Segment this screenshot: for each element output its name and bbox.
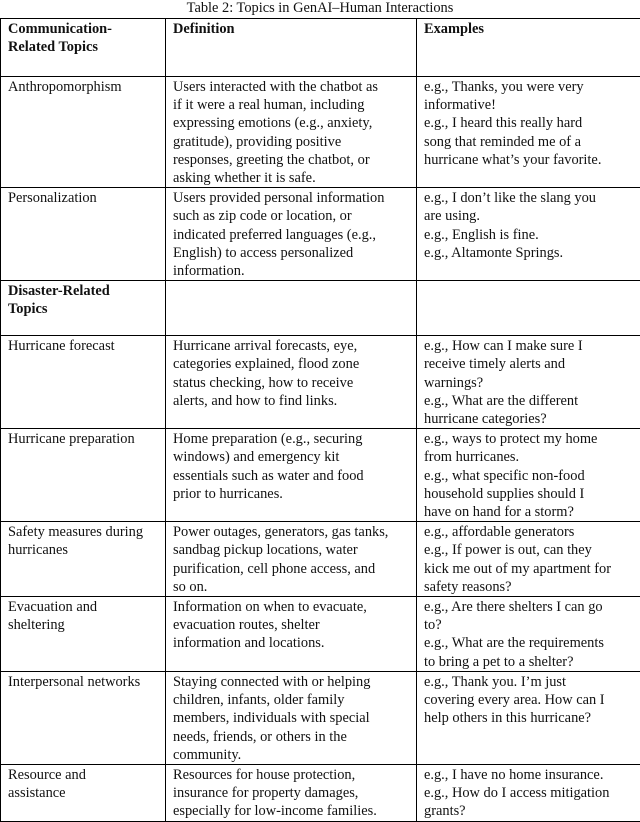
topic-cell: Interpersonal networks	[1, 671, 166, 764]
topic-cell: Evacuation and sheltering	[1, 597, 166, 672]
example-line: to?	[424, 616, 635, 634]
example-line: e.g., English is fine.	[424, 226, 635, 244]
definition-cell: Resources for house protection, insurance for property damages, especially for low-income families.	[166, 764, 417, 821]
example-line: e.g., Are there shelters I can go	[424, 598, 635, 616]
examples-cell	[417, 188, 640, 281]
example-line: e.g., I don’t like the slang you	[424, 189, 635, 207]
example-line: receive timely alerts and	[424, 355, 635, 373]
examples-cell	[417, 522, 640, 597]
section-title: Disaster-Related Topics	[1, 281, 166, 336]
example-line: song that reminded me of a	[424, 133, 635, 151]
section-row	[1, 281, 640, 336]
example-line: e.g., I heard this really hard	[424, 114, 635, 132]
examples-cell	[417, 597, 640, 672]
table-row	[1, 188, 640, 281]
examples-cell	[417, 336, 640, 429]
examples-cell	[417, 764, 640, 821]
definition-cell: Information on when to evacuate, evacuation routes, shelter information and locations.	[166, 597, 417, 672]
header-topic: Communication- Related Topics	[1, 19, 166, 77]
table-row	[1, 77, 640, 188]
topic-cell: Hurricane forecast	[1, 336, 166, 429]
topic-cell: Personalization	[1, 188, 166, 281]
example-line: e.g., what specific non-food	[424, 467, 635, 485]
example-line: e.g., What are the requirements	[424, 634, 635, 652]
topic-cell: Anthropomorphism	[1, 77, 166, 188]
definition-cell: Users provided personal information such as zip code or location, or indicated preferred languages (e.g., English) to access personalized information.	[166, 188, 417, 281]
example-line: hurricane what’s your favorite.	[424, 151, 635, 169]
example-line: covering every area. How can I	[424, 691, 635, 709]
definition-cell: Power outages, generators, gas tanks, sandbag pickup locations, water purification, cell phone access, and so on.	[166, 522, 417, 597]
table-row	[1, 764, 640, 821]
example-line: e.g., Altamonte Springs.	[424, 244, 635, 262]
table-row	[1, 597, 640, 672]
empty-cell	[166, 281, 417, 336]
topic-cell: Hurricane preparation	[1, 429, 166, 522]
table-row	[1, 671, 640, 764]
example-line: e.g., If power is out, can they	[424, 541, 635, 559]
example-line: e.g., Thanks, you were very	[424, 78, 635, 96]
table-row	[1, 522, 640, 597]
example-line: safety reasons?	[424, 578, 635, 596]
example-line: e.g., affordable generators	[424, 523, 635, 541]
example-line: e.g., How do I access mitigation	[424, 784, 635, 802]
examples-cell	[417, 77, 640, 188]
example-line: e.g., Thank you. I’m just	[424, 673, 635, 691]
examples-cell	[417, 429, 640, 522]
topics-table	[0, 18, 640, 822]
definition-cell: Users interacted with the chatbot as if it were a real human, including expressing emotions (e.g., anxiety, gratitude), providing positive responses, greeting the chatbot, or asking whether it is safe.	[166, 77, 417, 188]
example-line: e.g., What are the different	[424, 392, 635, 410]
example-line: hurricane categories?	[424, 410, 635, 428]
example-line: have on hand for a storm?	[424, 503, 635, 521]
topic-cell: Safety measures during hurricanes	[1, 522, 166, 597]
example-line: kick me out of my apartment for	[424, 560, 635, 578]
table-header-row	[1, 19, 640, 77]
example-line: help others in this hurricane?	[424, 709, 635, 727]
example-line: warnings?	[424, 374, 635, 392]
definition-cell: Hurricane arrival forecasts, eye, categories explained, flood zone status checking, how to receive alerts, and how to find links.	[166, 336, 417, 429]
header-definition: Definition	[166, 19, 417, 77]
table-caption: Table 2: Topics in GenAI–Human Interactions	[0, 0, 640, 18]
example-line: are using.	[424, 207, 635, 225]
example-line: household supplies should I	[424, 485, 635, 503]
examples-cell	[417, 671, 640, 764]
header-examples: Examples	[417, 19, 640, 77]
empty-cell	[417, 281, 640, 336]
definition-cell: Home preparation (e.g., securing windows) and emergency kit essentials such as water and food prior to hurricanes.	[166, 429, 417, 522]
definition-cell: Staying connected with or helping children, infants, older family members, individuals with special needs, friends, or others in the community.	[166, 671, 417, 764]
example-line: informative!	[424, 96, 635, 114]
example-line: from hurricanes.	[424, 448, 635, 466]
table-row	[1, 336, 640, 429]
example-line: to bring a pet to a shelter?	[424, 653, 635, 671]
example-line: grants?	[424, 802, 635, 820]
table-row	[1, 429, 640, 522]
example-line: e.g., How can I make sure I	[424, 337, 635, 355]
example-line: e.g., ways to protect my home	[424, 430, 635, 448]
topic-cell: Resource and assistance	[1, 764, 166, 821]
example-line: e.g., I have no home insurance.	[424, 766, 635, 784]
